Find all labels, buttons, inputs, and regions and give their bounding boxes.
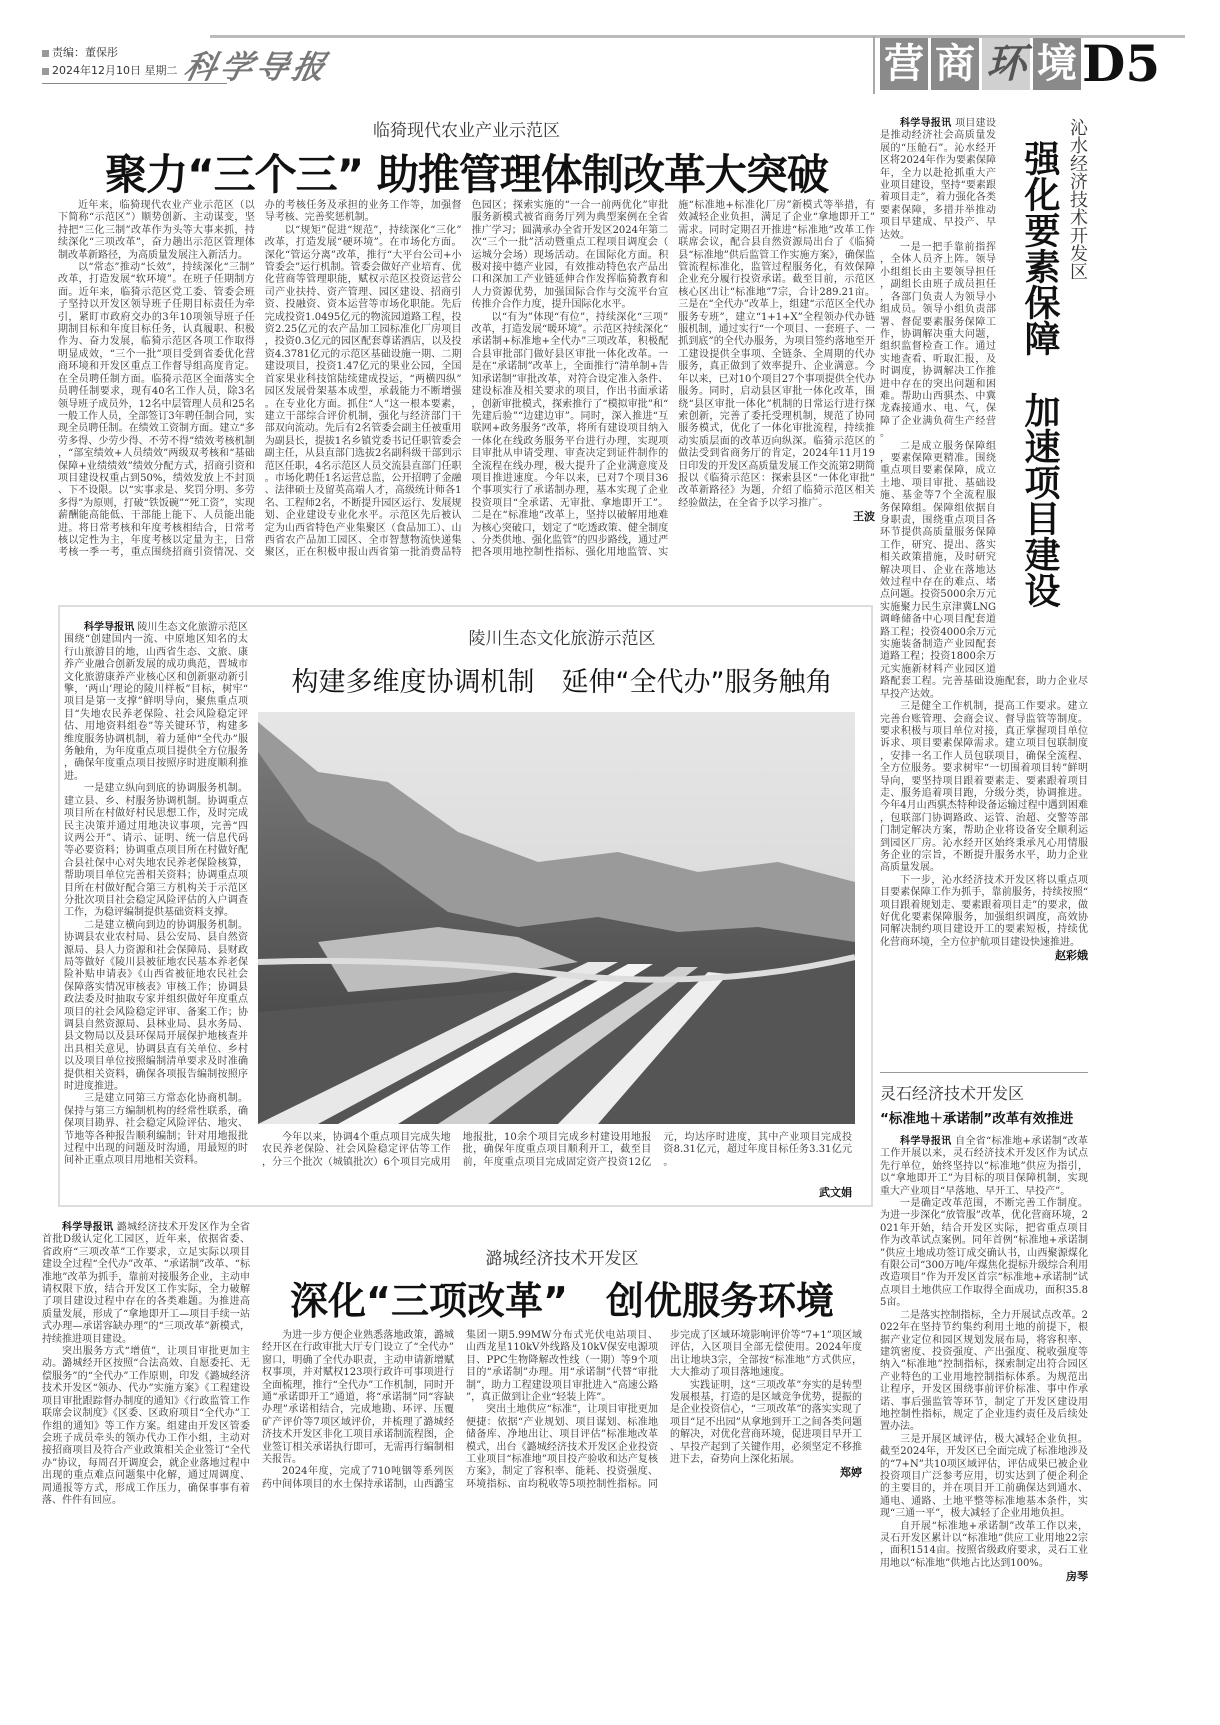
- article4-author: 房琴: [1066, 1570, 1088, 1584]
- section-char: 商: [931, 38, 979, 90]
- paragraph: 科学导报讯 潞城经济技术开发区作为全省首批D级认定化工园区，近年来，依据省委、省政府“三项改革”工作要求，立足实际以项目建设全过程“全代办”改革、“承诺制”改革、“标准地”改革为抓手，靠前对接服务企业，主动申请权限下放，结合开发区工作实际，全力破解了项目建设过程中存在的各类难题。为推进高质量发展，形成了“拿地即开工—项目手续一站式办理—承诺容缺办理”的“三项改革”新模式，持续推进项目建设。: [42, 1222, 251, 1345]
- paragraph: 以“常态”推动“长效”，持续深化“三制”改革，打造发展“软环境”。在班子任期制方面。近年来，临猗示范区党工委、管委会班子坚持以开发区领导班子任期目标责任为牵引，紧盯市政府交办的3年10项领导班子任期制目标和年度目标任务，认真履职、积极作为、奋力发展，临猗示范区各项工作取得明显成效，“三个一批”项目受到省委优化营商环境和开发区重点工作督导组高度肯定。在全员聘任制方面。临猗示范区全面落实全员聘任制要求，现有40名工作人员，除3名领导班子成员外，12名中层管理人员和25名一般工作人员，全部签订3年聘任制合同，实现全员聘任制。在绩效工资制方面。建立“多劳多得、少劳少得、不劳不得”绩效考核机制，“部室绩效+人员绩效”两级双考核和“基础保障+业绩绩效”绩效分配方式，招商引资和项目建设权重占到50%，绩效发放上不封顶、下不设限。以“实事求是、奖罚分明、多劳多得”为原则，打破“铁饭碗”“死工资”，实现薪酬能高能低、干部能上能下、人员能出能进。将日常考核和年度考核相结合，日常考核以定性为主，年度考核以定量为主，日常考核一季一考，重点围绕招商引资情况、交办的考核任务及承担的业务工作等，加强督导考核、完善奖惩机制。: [58, 200, 462, 559]
- article3-headline: 构建多维度协调机制 延伸“全代办”服务触角: [291, 667, 833, 698]
- article1-author: 王波: [853, 510, 875, 524]
- article5-body: [262, 1330, 862, 1491]
- paragraph: 以“规矩”促进“规范”，持续深化“三化”改革，打造发展“硬环境”。在市场化方面。深化“管运分离”改革，推行“大平台公司+小管委会”运行机制。管委会做好产业培育、优化营商等管理职能，赋权示范区投资运营公司产业扶持、资产管理、园区建设、招商引资、投融资、资本运营等市场化职能。先后完成投资1.0495亿元的物流园道路工程，投资2.25亿元的农产品加工园标准化厂房项目，投资0.3亿元的园区配套尊诺酒店，以及投资4.3781亿元的示范区基础设施一期、二期建设项目，投资1.47亿元的果业公园，全国首家果业科技馆陆续建成投运，“两横四纵”园区发展骨架基本成型，承载能力不断增强。在专业化方面。抓住“人”这一根本要素，建立干部综合评价机制，强化与经济部门干部双向流动。先后有2名管委会副主任被重用为副县长，提拔1名乡镇党委书记任职管委会副主任，从县直部门选拔2名副科级干部到示范区任职，4名示范区人员交流县直部门任职。市场化聘任1名运营总监，公开招聘了金融、法律硕士及留英高端人才，高级统计师各1名、工程师2名，不断提升园区运行、发展规划、企业建设专业化水平。示范区先后被认定为山西省特色产业集聚区（食品加工）、山西省农产品加工园区、全市智慧物流快递集聚区，正在积极申报山西省第一批消费品特色园区；探索实施的“一合一前两优化”审批服务新模式被省商务厅列为典型案例在全省推广学习；圆满承办全省开发区2024年第二次“三个一批”活动暨重点工程项目调度会（运城分会场）现场活动。在国际化方面。积极对接中德产业园，有效推动特色农产品出口和深加工产业链延伸合作发挥临猗教育和人力资源优势，加强国际合作与交流平台宣传推介合作力度，提升国际化水平。: [264, 200, 669, 559]
- paragraph: 一是一把手靠前指挥，全体人员齐上阵。领导小组组长由主要领导担任，副组长由班子成员担任，各部门负责人为领导小组成员。领导小组负责部署、督促要素服务保障工作，协调解决重大问题，组织监督检查工作。通过实地查看、听取汇报，及时调度，协调解决工作推进中存在的突出问题和困难。帮助山西骐杰、中冀龙森接通水、电、气，保障了企业满负荷生产经营。: [880, 242, 996, 440]
- article1-kicker: 临猗现代农业产业示范区: [373, 121, 560, 141]
- newspaper-logo: 科学导报: [180, 48, 333, 86]
- paragraph: 为进一步方便企业熟悉落地政策，潞城经开区在行政审批大厅专门设立了“全代办”窗口，明确了全代办职责，主动申请新增赋权事项，并对赋权123项行政许可事项进行全面梳理，推行“全代办”工作机制，同时开通“承诺即开工”通道，将“承诺制”同“容缺办理”承诺相结合，完成地勘、环评、压覆矿产评价等7项区域评价，并梳理了潞城经济技术开发区非化工项目承诺制流程图，企业签订相关承诺执行即可，无需再行编制相关报告。: [262, 1330, 454, 1466]
- editor-line: [42, 44, 118, 60]
- paragraph: 三是开展区域评估，极大减轻企业负担。截至2024年，开发区已全面完成了标准地涉及的“7+N”共10项区域评估，评估成果已被企业投资项目广泛参考应用，切实达到了便企利企的主要目的，并在项目开工前确保达到通水、通电、通路、土地平整等标准地基本条件，实现“三通一平”，极大减轻了企业用地负担。: [880, 1433, 1088, 1520]
- article3-author: 武文娟: [819, 1186, 852, 1199]
- article5-kicker: 潞城经济技术开发区: [485, 1249, 639, 1269]
- paragraph: 科学导报讯 项目建设是推动经济社会高质量发展的“压舱石”。沁水经开区将2024年作为要素保障年，全力以赴抢抓重大产业项目建设，坚持“要素跟着项目走”，着力强化各类要素保障，多措并举推动项目早建成、早投产、早达效。: [880, 118, 996, 241]
- paragraph: 三是健全工作机制，提高工作要求。建立完善台账管理、会商会议、督导监管等制度。要求积极与项目单位对接，真正掌握项目单位诉求、项目要素保障需求。建立项目包联制度，安排一名工作人员包联项目，确保全流程、全方位服务。要求树牢“一切围着项目转”鲜明导向，要坚持项目跟着要素走、要素跟着项目走、服务追着项目跑，分级分类，协调推进。今年4月山西骐杰特种设备运输过程中遇到困难，包联部门协调路政、运管、治超、交警等部门制定解决方案，帮助企业将设备安全顺利运到园区厂房。沁水经开区始终秉承凡心用情服务企业的宗旨，不断提升服务水平，助力企业高质量发展。: [880, 701, 1088, 874]
- section-char: 营: [880, 38, 928, 90]
- article3-body: [64, 622, 248, 1168]
- paragraph: 自开展“标准地+承诺制”改革工作以来，灵石开发区累计以“标准地”供应工业用地22宗，面积1514亩。按照省级政府要求，灵石工业用地以“标准地”供地占比达到100%。: [880, 1520, 1088, 1569]
- article4-kicker: 灵石经济技术开发区: [880, 1084, 1025, 1103]
- paragraph: 一是建立纵向到底的协调服务机制。建立县、乡、村服务协调机制。协调重点项目所在村做好村民思想工作，及时完成民主决策并通过用地决议事项，完善“四议两公开”、请示、证明、统一信息代码等必要资料；协调重点项目所在村做好配合县社保中心对失地农民养老保险核算，帮助项目单位完善相关资料；协调重点项目所在村做好配合第三方机构关于示范区分批次项目社会稳定风险评估的入户调查工作，为稳评编制提供基础资料支撑。: [64, 783, 248, 919]
- paragraph: 二是建立横向到边的协调服务机制。协调县农业农村局、县公安局、县自然资源局、县人力资源和社会保障局、县财政局等做好《陵川县被征地农民基本养老保险补贴申请表》《山西省被征地农民社会保障落实情况审核表》审核工作；协调县政法委及时抽取专家并组织做好年度重点项目的社会风险稳定评审、备案工作；协调县自然资源局、县林业局、县水务局、县文物局以及县环保局开展保护地核查并出具相关意见，协调县直有关单位、乡村以及项目单位按照编制清单要求及时准确提供相关资料，确保各项报告编制按照序时进度推进。: [64, 919, 248, 1093]
- article4-headline: “标准地＋承诺制”改革有效推进: [880, 1111, 1074, 1127]
- paragraph: 突出土地供应“标准”，让项目审批更加便捷：依据“产业规划、项目谋划、标准地储备库、净地出让、项目评估”标准地改革模式，出台《潞城经济技术开发区企业投资工业项目“标准地”项目投产验收和达产复核方案》，制定了容积率、能耗、投资强度、环境指标、亩均税收等5项控制性指标。同步完成了区域环境影响评价等“7+1”项区域评估，入区项目全部无偿使用。2024年度出让地块3宗，全部按“标准地”方式供应，大大推动了项目落地速度。: [466, 1330, 862, 1490]
- bullet-square-icon: [42, 50, 49, 57]
- issue-date: 2024年12月10日 星期二: [52, 64, 178, 77]
- news-lead: 科学导报讯: [62, 1222, 114, 1233]
- article2: [880, 118, 1088, 963]
- paragraph: 一是确定改革范围，不断完善工作制度。为进一步深化“放管服”改革，优化营商环境，2021年开始，结合开发区实际，把省重点项目作为改革试点案例。同年首例“标准地+承诺制”供应土地成功签订成交确认书，山西聚源煤化有限公司“300万吨/年煤焦化提标升级综合利用改造项目”作为开发区首宗“标准地+承诺制”试点项目土地供应工作取得全面成功，面积35.85亩。: [880, 1198, 1088, 1309]
- photo-caption: [262, 1132, 852, 1169]
- article5-headline: 深化“三项改革” 创优服务环境: [290, 1279, 834, 1323]
- paragraph: 2024年度，完成了710吨铟等系列医药中间体项目的水土保持承诺制，山西潞宝集团一期5.99MW分布式光伏电站项目、山西龙星110kV外线路及10kV保安电源项目、PPC生物降解改性线（一期）等9个项目的“承诺制”办理。用“承诺制”代替“审批制”，助力工程建设项目审批进入“高速公路”，真正做到让企业“轻装上阵”。: [262, 1330, 658, 1490]
- section-divider: [873, 36, 875, 94]
- section-char: 境: [1033, 38, 1081, 90]
- section-char: 环: [982, 38, 1030, 90]
- paragraph: 突出服务方式“增值”，让项目审批更加主动。潞城经开区按照“合法高效、自愿委托、无偿服务”的“全代办”工作原则，印发《潞城经济技术开发区“领办、代办”实施方案》《工程建设项目审批跟踪督办制度的通知》《行政监管工作联席会议制度》《区委、区政府项目“全代办”工作组的通知》等工作方案。组建由开发区管委会班子成员牵头的领办代办工作小组，主动对接招商项目及符合产业政策相关企业签订“全代办”协议，每周召开调度会，就企业落地过程中出现的重点难点问题集中化解，通过周调度、周通报等方式，形成工作压力，确保事事有着落、件件有回应。: [42, 1346, 250, 1506]
- paragraph: 科学导报讯 自全省“标准地+承诺制”改革工作开展以来，灵石经济技术开发区作为试点先行单位，始终坚持以“标准地”供应为指引，以“拿地即开工”为目标的项目保障机制，实现重大产业项目“早落地、早开工、早投产”。: [880, 1136, 1089, 1197]
- article5-body-left: [42, 1222, 250, 1507]
- date-line: [42, 62, 178, 78]
- paragraph: 三是建立同第三方常态化协商机制。保持与第三方编制机构的经常性联系，确保项目勘界、社会稳定风险评估、地灾、节地等各种报告顺利编制；针对用地报批过程中出现的问题及时沟通，用最短的时间补正重点项目用地相关资料。: [64, 1093, 248, 1167]
- section-rule: [880, 1072, 1088, 1073]
- article2-title-block: [1002, 118, 1088, 666]
- page-number: D5: [1082, 34, 1161, 93]
- article2-kicker: 沁水经济技术开发区: [1067, 118, 1088, 280]
- paragraph: 二是落实控制指标，全力开展试点改革。2022年在坚持节约集约利用土地的前提下，根据产业定位和园区规划发展布局，将容积率、建筑密度、投资强度、产出强度、税收强度等纳入“标准地”控制指标，探索制定出符合园区产业特色的工业用地控制指标体系。为规范出让程序，开发区围绕事前评价标准、事中作承诺、事后强监管等环节，制定了开发区建设用地控制性指标，规定了企业违约责任及后续处置办法。: [880, 1309, 1088, 1433]
- article2-headline: 强化要素保障 加速项目建设: [1019, 140, 1061, 608]
- caption-text: 今年以来，协调4个重点项目完成失地农民养老保险、社会风险稳定评估等工作，分三个批次（城镇批次）6个项目完成用地报批，10余个项目完成乡村建设用地报批，确保年度重点项目顺利开工，截至目前，年度重点项目完成固定资产投资12亿元，均达序时进度，其中产业项目完成投资8.31亿元，超过年度目标任务3.31亿元。: [262, 1132, 852, 1168]
- article2-author: 赵彩娥: [1055, 949, 1088, 963]
- article5-author: 郑婷: [840, 1466, 862, 1480]
- article3-kicker: 陵川生态文化旅游示范区: [468, 629, 656, 649]
- article4-body: [880, 1136, 1088, 1584]
- news-lead: 科学导报讯: [900, 1136, 952, 1147]
- article1-headline: 聚力“三个三” 助推管理体制改革大突破: [105, 150, 828, 199]
- paragraph: 近年来，临猗现代农业产业示范区（以下简称“示范区”）顺势创新、主动谋变，坚持把“三化三制”改革作为头等大事来抓，持续深化“三项改革”，奋力趟出示范区管理体制改革新路径，为高质量发展注入新活力。: [58, 200, 255, 261]
- bullet-square-icon: [42, 68, 49, 75]
- article1-body: [58, 200, 875, 560]
- paragraph: 科学导报讯 陵川生态文化旅游示范区围绕“创建国内一流、中原地区知名的太行山旅游目的地，山西省生态、文旅、康养产业融合创新发展的成功典范，晋城市文化旅游康养产业核心区和创新驱动新引擎，‘两山’理论的陵川样板”目标，树牢“项目是第一支撑”鲜明导向，聚焦重点项目“失地农民养老保险、社会风险稳定评估、用地资料组卷”等关键环节，构建多维度服务协调机制，着力延伸“全代办”服务触角，为年度重点项目提供全方位服务，确保年度重点项目按照序时进度顺利推进。: [64, 622, 249, 782]
- paragraph: 下一步，沁水经济技术开发区将以重点项目要素保障工作为抓手，靠前服务，持续按照“项目跟着规划走、要素跟着项目走”的要求，做好优化要素保障服务，加强组织调度，高效协同解决制约项目建设开工的要素短板，持续优化营商环境，全方位护航项目建设快速推进。: [880, 874, 1088, 948]
- paragraph: 以“有为”体现“有位”，持续深化“三项”改革，打造发展“暖环境”。示范区持续深化“承诺制+标准地+全代办”三项改革，积极配合县审批部门做好县区审批一体化改革。一是在“承诺制”改革上，全面推行“清单制+告知承诺制”审批改革，对符合设定准入条件、建设标准及相关要求的项目，作出书面承诺，创新审批模式，探索推行了“模拟审批”和“先建后验”“边建边审”。同时，深入推进“互联网+政务服务”改革，将所有建设项目纳入一体化在线政务服务平台进行办理，实现项目审批从申请受理、审查决定到证件制作的全流程在线办理，极大提升了企业满意度及项目推进速度。今年以来，已对7个项目36个事项实行了承诺制办理，基本实现了企业投资项目“全承诺、无审批、拿地即开工”。二是在“标准地”改革上，坚持以破解用地难为核心突破口，划定了“吃透政策、健全制度、分类供地、强化监管”的四步路线，通过严把各项用地控制性指标、强化用地监管、实施“标准地+标准化厂房”新模式等举措，有效减轻企业负担，满足了企业“拿地即开工”需求。同时定期召开推进“标准地”改革工作联席会议，配合县自然资源局出台了《临猗县“标准地”供后监管工作实施方案》，确保监管流程标准化，监管过程服务化，有效保障企业充分履行投资承诺。截至目前，示范区核心区出让“标准地”7宗，合计289.21亩。三是在“全代办”改革上，组建“示范区全代办服务专班”，建立“1+1+X”全程领办代办链服机制，通过实行“一个项目、一套班子、一抓到底”的全代办服务，为项目签约落地至开工建设提供全事项、全链条、全周期的代办服务，真正做到了效率提升、企业满意。今年以来，已对10个项目27个事项提供全代办服务。同时，启动县区审批一体化改革，围绕“县区审批一体化”机制的日常运行进行探索创新，完善了委托受理机制，规范了协同服务模式，优化了一体化审批流程，持续推动实质层面的改革迈向纵深。临猗示范区的做法受到省商务厅的肯定，2024年11月19日印发的开发区高质量发展工作交流第2期简报以《临猗示范区：探索县区“一体化审批”改革新路径》为题，介绍了临猗示范区相关经验做法，在全省予以学习推广。: [471, 200, 875, 559]
- landscape-photo: [258, 712, 855, 1124]
- paragraph: 实践证明，这“三项改革”夯实的是转型发展根基，打造的是区域竞争优势，提振的是企业投资信心，“三项改革”的落实实现了项目“足不出园”从拿地到开工之间各类问题的解决，对优化营商环境，促进项目早开工、早投产起到了关键作用，必须坚定不移推进下去，奋势向上深化拓展。: [670, 1379, 862, 1466]
- editor: 责编：董保彤: [52, 46, 118, 59]
- section-title: [880, 38, 1081, 90]
- paragraph: 二是成立服务保障组，要素保障更精准。围绕重点项目要素保障，成立土地、项目审批、基础设施、基金等7个全流程服务保障组。保障组依据自身职责，围绕重点项目各环节提供高质量服务保障工作，研究、提出、落实相关政策措施，及时研究解决项目、企业在落地达效过程中存在的难点、堵点问题。投资5000余万元实施聚力民生京津冀LNG调峰储备中心项目配套道路工程；投资4000余万元实施装备制造产业园配套道路工程；投资1800余万元实施新材料产业园区道路配套工程。完善基础设施配套，助力企业尽早投产达效。: [880, 440, 1088, 700]
- news-lead: 科学导报讯: [84, 622, 135, 633]
- news-lead: 科学导报讯: [900, 118, 952, 129]
